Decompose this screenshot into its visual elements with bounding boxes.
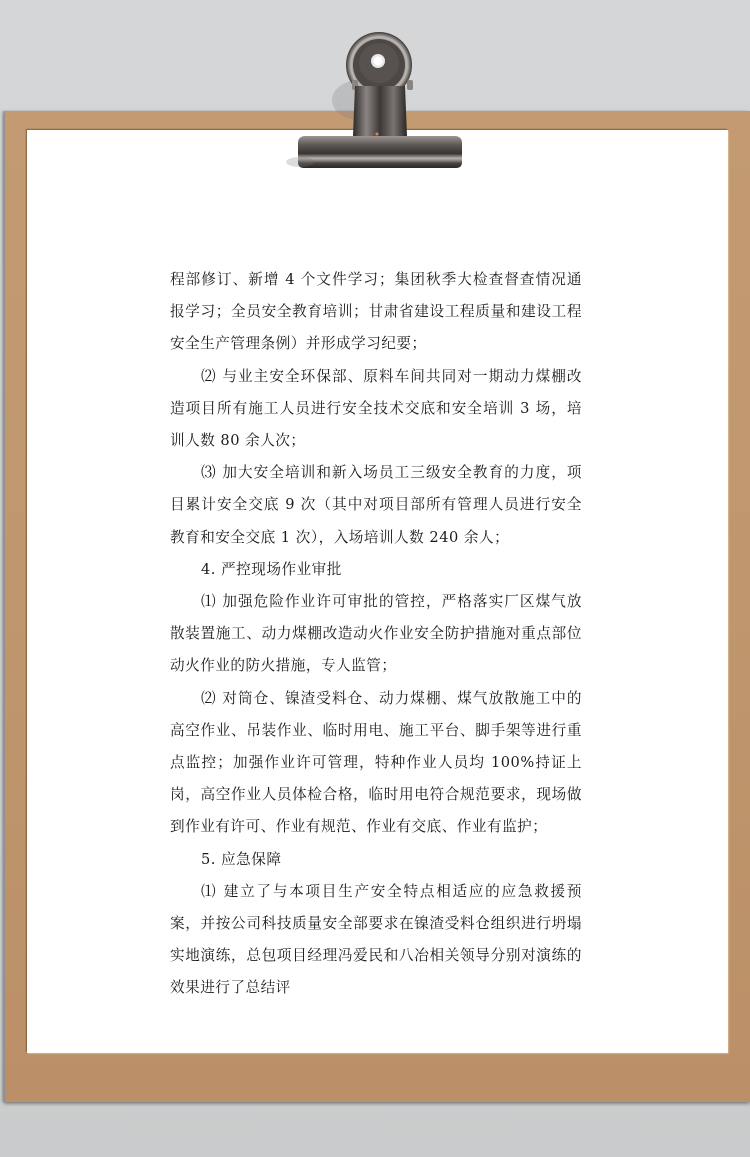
list-item-safety-education: ⑶ 加大安全培训和新入场员工三级安全教育的力度，项目累计安全交底 9 次（其中对项目部所有管理人员进行安全教育和安全交底 1 次），入场培训人数 240 余人； xyxy=(170,464,582,546)
section-heading-emergency: 5. 应急保障 xyxy=(201,850,282,868)
list-item-hot-work: ⑴ 加强危险作业许可审批的管控，严格落实厂区煤气放散装置施工、动力煤棚改造动火作业安全防护措施对重点部位动火作业的防火措施，专人监管； xyxy=(170,593,582,675)
list-item-high-altitude: ⑵ 对筒仓、镍渣受料仓、动力煤棚、煤气放散施工中的高空作业、吊装作业、临时用电、施工平台、脚手架等进行重点监控；加强作业许可管理，特种作业人员均 100%持证上岗，高空作业人员体检合格，临时用电符合规范要求，现场做到作业有许可、作业有规范、作业有交底、作业有监护； xyxy=(170,689,582,836)
section-heading-work-approval: 4. 严控现场作业审批 xyxy=(201,560,342,578)
list-item-training: ⑵ 与业主安全环保部、原料车间共同对一期动力煤棚改造项目所有施工人员进行安全技术交底和安全培训 3 场，培训人数 80 余人次； xyxy=(170,367,582,450)
document-body xyxy=(170,264,582,1005)
list-item-emergency-plan: ⑴ 建立了与本项目生产安全特点相适应的应急救援预案，并按公司科技质量安全部要求在镍渣受料仓组织进行坍塌实地演练，总包项目经理冯爱民和八冶相关领导分别对演练的效果进行了总结评 xyxy=(170,882,582,997)
paragraph-continuation: 程部修订、新增 4 个文件学习；集团秋季大检查督查情况通报学习；全员安全教育培训；甘肃省建设工程质量和建设工程安全生产管理条例）并形成学习纪要； xyxy=(170,271,582,353)
